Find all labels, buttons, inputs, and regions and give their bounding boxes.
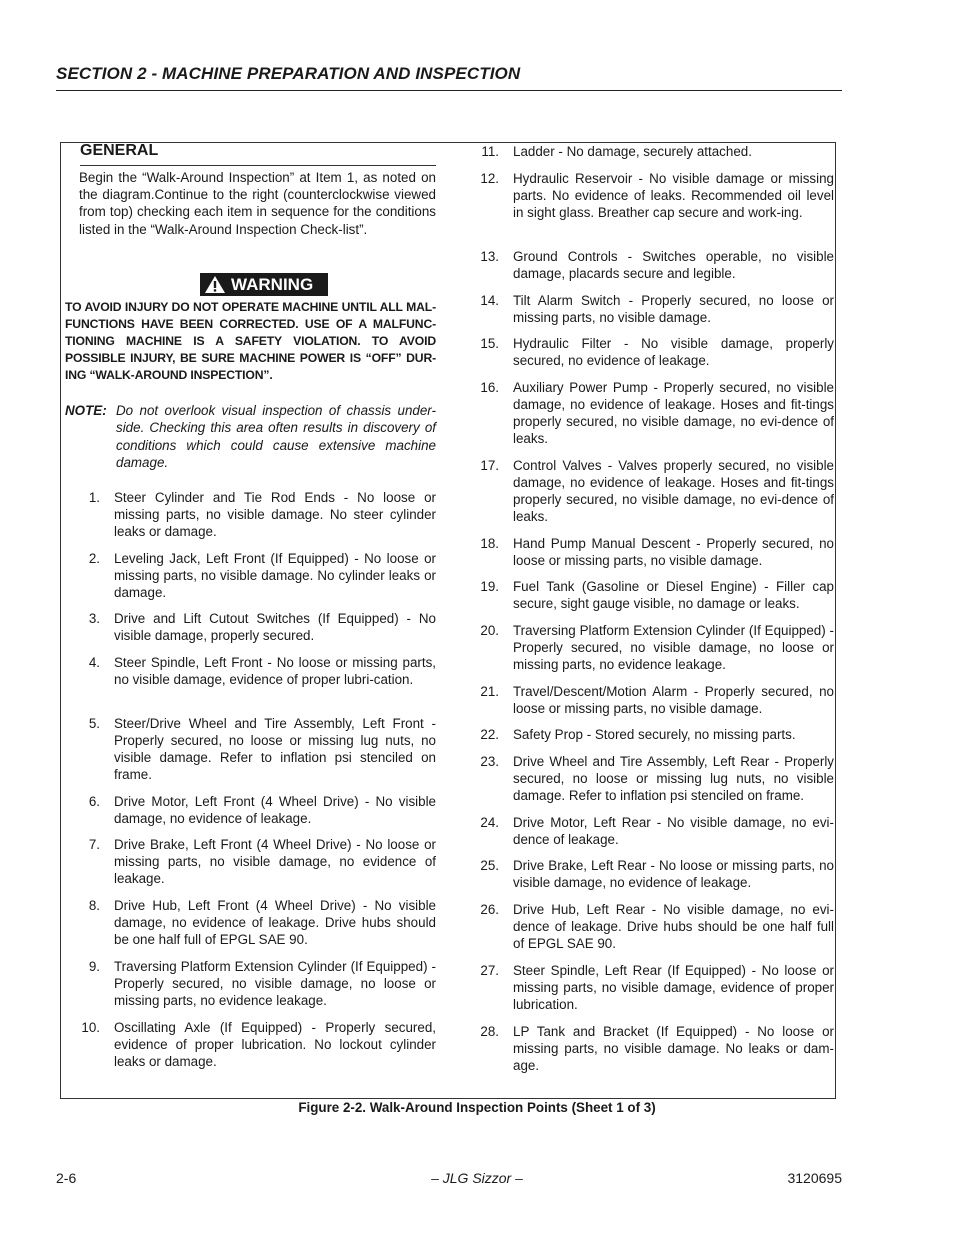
item-text: Traversing Platform Extension Cylinder (If Equipped) - Properly secured, no visible damage, no loose or missing parts, no evidence leakage. [513,623,834,673]
item-number: 10. [81,1020,100,1035]
item-number: 1. [88,490,100,505]
item-text: Travel/Descent/Motion Alarm - Properly secured, no loose or missing parts, no visible damage. [513,684,834,717]
item-number: 16. [480,380,499,395]
item-number: 13. [480,249,499,264]
item-number: 5. [88,716,100,731]
item-text: Traversing Platform Extension Cylinder (If Equipped) - Properly secured, no visible damage, no loose or missing parts, no evidence leakage. [114,959,436,1009]
item-number: 8. [88,898,100,913]
item-number: 19. [480,579,499,594]
item-text: LP Tank and Bracket (If Equipped) - No loose or missing parts, no visible damage. No leaks or dam-age. [513,1024,834,1074]
item-number: 17. [480,458,499,473]
item-text: Drive Hub, Left Rear - No visible damage, no evi-dence of leakage. Drive hubs should be one half full of EPGL SAE 90. [513,902,834,952]
item-number: 2. [88,551,100,566]
item-text: Fuel Tank (Gasoline or Diesel Engine) - Filler cap secure, sight gauge visible, no damage or leaks. [513,579,834,612]
general-rule [80,165,436,166]
warning-triangle-icon [204,275,226,294]
item-text: Drive Motor, Left Front (4 Wheel Drive) - No visible damage, no evidence of leakage. [114,794,436,827]
item-number: 28. [480,1024,499,1039]
page-number: 2-6 [56,1170,77,1186]
item-text: Steer Cylinder and Tie Rod Ends - No loose or missing parts, no visible damage. No steer cylinder leaks or damage. [114,490,436,540]
item-number: 15. [480,336,499,351]
item-text: Control Valves - Valves properly secured, no visible damage, no evidence of leakage. Hoses and fit-tings properly secured, no visible damage, no evi-dence of leaks. [513,458,834,525]
item-text: Drive Motor, Left Rear - No visible damage, no evi-dence of leakage. [513,815,834,848]
item-number: 4. [88,655,100,670]
item-text: Hydraulic Filter - No visible damage, properly secured, no evidence of leakage. [513,336,834,369]
item-text: Ladder - No damage, securely attached. [513,144,752,159]
warning-badge [200,273,328,296]
item-number: 23. [480,754,499,769]
document-number: 3120695 [787,1170,842,1186]
item-number: 26. [480,902,499,917]
figure-caption: Figure 2-2. Walk-Around Inspection Points (Sheet 1 of 3) [298,1100,656,1115]
item-number: 6. [88,794,100,809]
item-text: Steer Spindle, Left Front - No loose or missing parts, no visible damage, evidence of proper lubri-cation. [114,655,436,688]
item-text: Steer Spindle, Left Rear (If Equipped) - No loose or missing parts, no visible damage, evidence of proper lubrication. [513,963,834,1013]
item-text: Drive Brake, Left Front (4 Wheel Drive) - No loose or missing parts, no visible damage, no evidence of leakage. [114,837,436,887]
header-rule [56,90,842,91]
item-number: 25. [480,858,499,873]
item-text: Tilt Alarm Switch - Properly secured, no loose or missing parts, no visible damage. [513,293,834,326]
warning-label: WARNING [231,274,314,294]
item-text: Ground Controls - Switches operable, no visible damage, placards secure and legible. [513,249,834,282]
item-number: 9. [88,959,100,974]
warning-text: TO AVOID INJURY DO NOT OPERATE MACHINE UNTIL ALL MAL-FUNCTIONS HAVE BEEN CORRECTED. USE OF A MALFUNC-TIONING MACHINE IS A SAFETY VIOLATION. TO AVOID POSSIBLE INJURY, BE SURE MACHINE POWER IS “OFF” DUR-ING “WALK-AROUND INSPECTION”. [65,300,436,383]
item-text: Oscillating Axle (If Equipped) - Properly secured, evidence of proper lubrication. No lockout cylinder leaks or damage. [114,1020,436,1070]
footer-title: – JLG Sizzor – [431,1170,523,1186]
item-text: Drive and Lift Cutout Switches (If Equipped) - No visible damage, properly secured. [114,611,436,644]
item-text: Auxiliary Power Pump - Properly secured, no visible damage, no evidence of leakage. Hoses and fit-tings properly secured, no visible damage, no evi-dence of leaks. [513,380,834,447]
note-text: Do not overlook visual inspection of chassis under-side. Checking this area often results in discovery of conditions which could cause extensive machine damage. [116,403,436,470]
item-text: Safety Prop - Stored securely, no missing parts. [513,727,796,742]
item-number: 24. [480,815,499,830]
item-number: 14. [480,293,499,308]
item-number: 27. [480,963,499,978]
item-text: Hydraulic Reservoir - No visible damage or missing parts. No evidence of leaks. Recommended oil level in sight glass. Breather cap secure and work-ing. [513,171,834,221]
item-text: Leveling Jack, Left Front (If Equipped) - No loose or missing parts, no visible damage. No cylinder leaks or damage. [114,551,436,601]
item-number: 12. [480,171,499,186]
general-title: GENERAL [80,142,159,159]
item-number: 21. [480,684,499,699]
item-text: Drive Wheel and Tire Assembly, Left Rear - Properly secured, no loose or missing lug nuts, no visible damage. Refer to inflation psi stenciled on frame. [513,754,834,804]
item-text: Hand Pump Manual Descent - Properly secured, no loose or missing parts, no visible damage. [513,536,834,569]
item-number: 22. [480,727,499,742]
note-label: NOTE: [65,403,107,418]
item-number: 3. [88,611,100,626]
item-number: 11. [481,144,499,159]
item-text: Steer/Drive Wheel and Tire Assembly, Left Front - Properly secured, no loose or missing lug nuts, no visible damage. Refer to inflation psi stenciled on frame. [114,716,436,783]
item-number: 7. [88,837,100,852]
item-text: Drive Hub, Left Front (4 Wheel Drive) - No visible damage, no evidence of leakage. Drive hubs should be one half full of EPGL SAE 90. [114,898,436,948]
section-header: SECTION 2 - MACHINE PREPARATION AND INSPECTION [56,64,521,83]
item-text: Drive Brake, Left Rear - No loose or missing parts, no visible damage, no evidence of leakage. [513,858,834,891]
item-number: 18. [480,536,499,551]
item-number: 20. [480,623,499,638]
general-text: Begin the “Walk-Around Inspection” at Item 1, as noted on the diagram.Continue to the right (counterclockwise viewed from top) checking each item in sequence for the conditions listed in the “Walk-Around Inspection Check-list”. [79,170,436,237]
